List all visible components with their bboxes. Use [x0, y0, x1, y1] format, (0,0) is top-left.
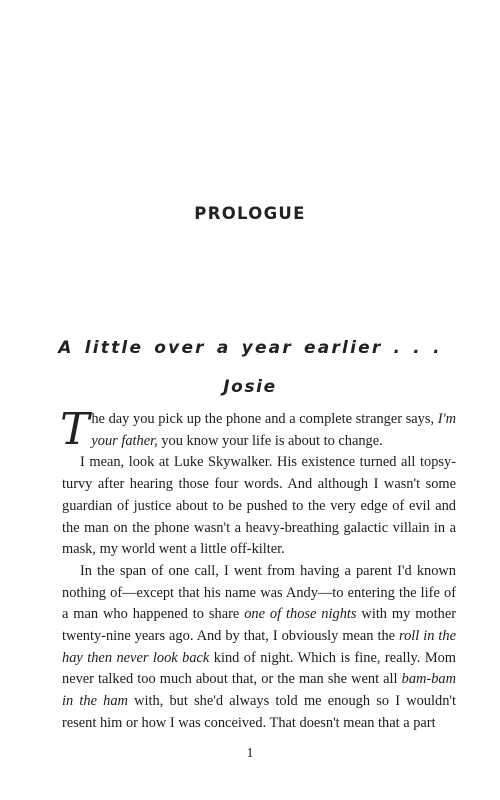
page-number: 1 [246, 746, 254, 761]
text-run: with my mother twenty-nine years ago. And by that, I obviously mean the [62, 606, 457, 645]
body-paragraph [62, 452, 456, 561]
italic-text: bam-bam in the ham [62, 671, 456, 710]
chapter-title: PROLOGUE [194, 204, 306, 223]
drop-cap: T [60, 404, 90, 455]
text-run: kind of night. Which is fine, really. Mom never talked too much about that, or the man she went all [62, 649, 456, 688]
italic-text: one of those nights [244, 606, 357, 623]
text-run: with, but she'd always told me enough so I wouldn't resent him or how I was conceived. That doesn't mean that a part [62, 693, 456, 731]
text-run: he day you pick up the phone and a complete stranger says, [91, 411, 438, 427]
italic-text: roll in the hay then never look back [62, 628, 457, 666]
body-paragraph [62, 561, 456, 735]
pov-heading: Josie [223, 377, 277, 397]
text-run: I mean, look at Luke Skywalker. His existence turned all topsy-turvy after hearing those four words. And although I wasn't some guardian of justice about to be pushed to the very edge of evil and the man on the phone wasn't a heavy-breathing galactic villain in a mask, my world went a little off-kilter. [62, 454, 456, 558]
time-heading: A little over a year earlier . . . [58, 338, 442, 358]
body-text [60, 404, 457, 735]
italic-text: I'm your father, [91, 411, 456, 449]
body-paragraph [60, 404, 456, 455]
text-run: In the span of one call, I went from having a parent I'd known nothing of—except that his name was Andy—to entering the life of a man who happened to share [62, 562, 456, 623]
text-run: you know your life is about to change. [157, 432, 383, 449]
